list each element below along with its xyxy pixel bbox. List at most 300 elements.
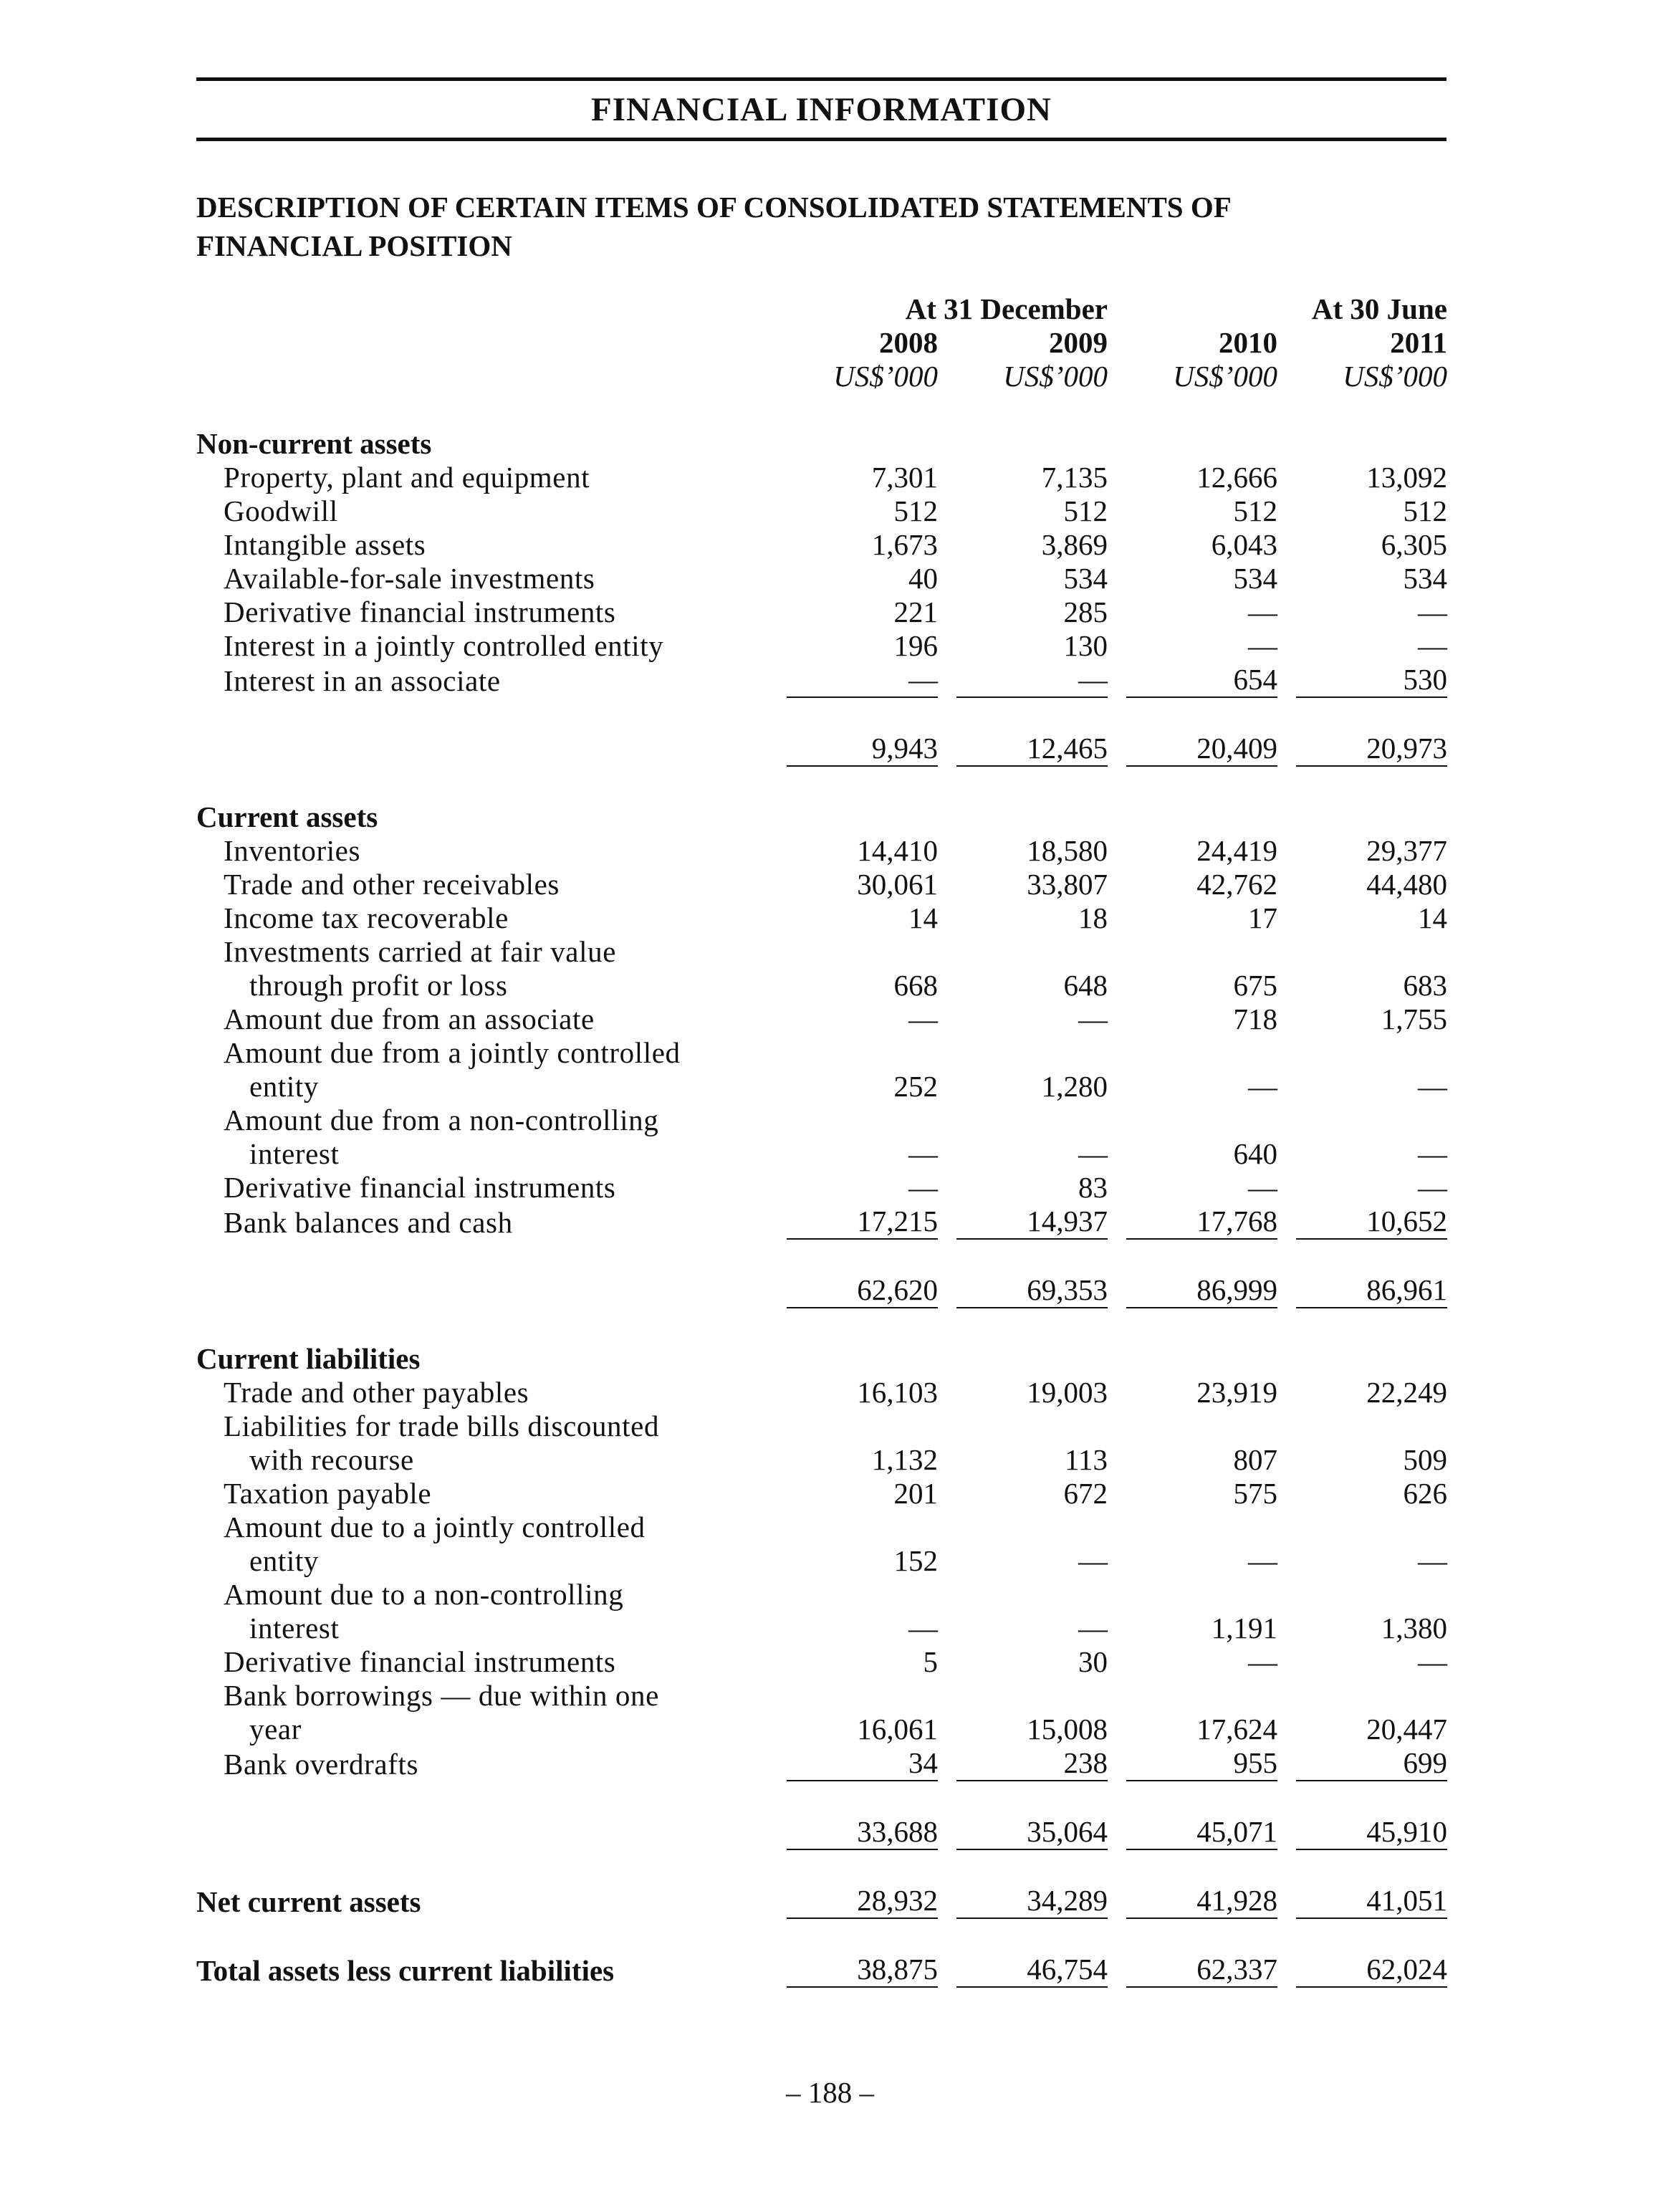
gap-cell — [1277, 1070, 1296, 1103]
table-row — [196, 562, 1447, 595]
row-value: 1,132 — [871, 1443, 938, 1476]
gap-cell — [938, 1815, 956, 1850]
row-value: 626 — [1403, 1477, 1447, 1510]
gap-cell — [1108, 1815, 1126, 1850]
row-value: 6,043 — [1211, 528, 1277, 561]
row-value: 69,353 — [956, 1273, 1108, 1308]
row-value: 152 — [893, 1544, 938, 1577]
spacer-cell — [1126, 698, 1277, 732]
gap-cell — [938, 1884, 956, 1919]
row-value: — — [1418, 1137, 1447, 1170]
table-row-label-continuation — [196, 935, 1447, 969]
spacer-cell — [1108, 1308, 1126, 1342]
table-row — [196, 1205, 1447, 1240]
row-label — [196, 1273, 787, 1308]
row-value: — — [908, 1171, 938, 1204]
spacer-cell — [956, 1240, 1108, 1273]
row-label: Bank overdrafts — [224, 1748, 418, 1781]
spacer-cell — [1108, 1240, 1126, 1273]
table-row — [196, 1171, 1447, 1205]
row-value: — — [956, 663, 1108, 698]
gap-cell — [938, 1746, 956, 1781]
column-group-30-june: At 30 June — [1311, 292, 1447, 325]
row-value: 1,673 — [871, 528, 938, 561]
current-liabilities-heading-row — [196, 1342, 1447, 1376]
row-label: year — [249, 1713, 302, 1746]
row-value: 13,092 — [1366, 461, 1447, 494]
financial-position-table — [196, 292, 1447, 1988]
spacer-row — [196, 698, 1447, 732]
row-value: 14 — [908, 901, 938, 934]
row-label: Liabilities for trade bills discounted — [224, 1409, 660, 1442]
financial-table-body — [196, 292, 1447, 1988]
row-value: 675 — [1233, 969, 1277, 1002]
row-value: 640 — [1233, 1137, 1277, 1170]
spacer-cell — [938, 698, 956, 732]
gap-cell — [938, 1544, 956, 1578]
spacer-row — [196, 1781, 1447, 1815]
row-value: — — [1418, 595, 1447, 628]
spacer-cell — [1108, 698, 1126, 732]
row-label: Amount due from a jointly controlled — [224, 1036, 681, 1069]
row-value: 14,937 — [956, 1205, 1108, 1240]
row-label: with recourse — [249, 1443, 414, 1476]
row-label: Derivative financial instruments — [224, 1171, 616, 1204]
spacer-cell — [787, 393, 938, 427]
row-value: 29,377 — [1366, 834, 1447, 867]
spacer-cell — [1296, 1781, 1447, 1815]
row-value: 20,409 — [1126, 732, 1277, 767]
row-label: entity — [249, 1544, 319, 1577]
spacer-cell — [956, 393, 1108, 427]
row-value: 23,919 — [1196, 1376, 1277, 1409]
gap-cell — [1108, 1645, 1126, 1679]
gap-cell — [938, 901, 956, 935]
column-group-row — [196, 292, 1447, 326]
row-value: 285 — [1063, 595, 1108, 628]
row-value: 15,008 — [1027, 1713, 1108, 1746]
gap-cell — [938, 969, 956, 1002]
gap-cell — [1108, 1002, 1126, 1036]
row-value: 22,249 — [1366, 1376, 1447, 1409]
table-row — [196, 1612, 1447, 1645]
spacer-cell — [938, 1240, 956, 1273]
table-row — [196, 461, 1447, 494]
spacer-cell — [1108, 1781, 1126, 1815]
gap-cell — [1108, 969, 1126, 1002]
row-value: — — [1248, 595, 1277, 628]
gap-cell — [1277, 901, 1296, 935]
row-value: 62,337 — [1126, 1953, 1277, 1988]
section-heading: Non-current assets — [196, 427, 432, 460]
row-label: Income tax recoverable — [224, 901, 509, 934]
row-label: Goodwill — [224, 494, 338, 527]
row-value: 1,380 — [1381, 1612, 1447, 1644]
row-value: 699 — [1296, 1746, 1447, 1781]
row-value: 7,135 — [1041, 461, 1108, 494]
row-value: 45,071 — [1126, 1815, 1277, 1850]
gap-cell — [938, 1953, 956, 1988]
spacer-cell — [1277, 1919, 1296, 1953]
row-value: 196 — [893, 629, 938, 662]
row-value: 238 — [956, 1746, 1108, 1781]
section-title-line1: DESCRIPTION OF CERTAIN ITEMS OF CONSOLIDATED STATEMENTS OF — [196, 191, 1232, 224]
gap-cell — [1277, 1171, 1296, 1205]
spacer-cell — [787, 767, 938, 800]
current-liabilities-total-row — [196, 1815, 1447, 1850]
row-value: — — [908, 1002, 938, 1035]
row-value: 534 — [1403, 562, 1447, 595]
spacer-row — [196, 1240, 1447, 1273]
row-value: 648 — [1063, 969, 1108, 1002]
column-unit: US$’000 — [1343, 360, 1447, 393]
spacer-cell — [1108, 1850, 1126, 1884]
spacer-cell — [1296, 393, 1447, 427]
table-row — [196, 629, 1447, 663]
row-value: 12,465 — [956, 732, 1108, 767]
gap-cell — [1108, 1070, 1126, 1103]
row-value: 955 — [1126, 1746, 1277, 1781]
row-value: 44,480 — [1366, 868, 1447, 901]
row-value: 20,447 — [1366, 1713, 1447, 1746]
gap-cell — [1277, 1713, 1296, 1746]
gap-cell — [1108, 528, 1126, 562]
gap-cell — [1108, 461, 1126, 494]
spacer-cell — [938, 393, 956, 427]
row-value: 86,999 — [1126, 1273, 1277, 1308]
row-value: 530 — [1296, 663, 1447, 698]
gap-cell — [1108, 629, 1126, 663]
spacer-row — [196, 767, 1447, 800]
section-title-line2: FINANCIAL POSITION — [196, 229, 512, 262]
spacer-cell — [787, 1308, 938, 1342]
row-value: 1,280 — [1041, 1070, 1108, 1103]
row-value: 718 — [1233, 1002, 1277, 1035]
row-value: 113 — [1065, 1443, 1108, 1476]
spacer-cell — [196, 767, 787, 800]
header-top-rule — [196, 77, 1446, 81]
spacer-cell — [196, 1308, 787, 1342]
row-value: — — [1078, 1612, 1108, 1644]
row-value: 17,624 — [1196, 1713, 1277, 1746]
table-row — [196, 1070, 1447, 1103]
row-value: 9,943 — [787, 732, 938, 767]
row-value: — — [1078, 1002, 1108, 1035]
spacer-row — [196, 1308, 1447, 1342]
page-header: FINANCIAL INFORMATION — [591, 91, 1052, 128]
gap-cell — [1277, 1002, 1296, 1036]
row-value: 17,215 — [787, 1205, 938, 1240]
row-label — [196, 732, 787, 767]
gap-cell — [1108, 663, 1126, 698]
row-value: — — [1248, 1645, 1277, 1678]
table-row — [196, 1544, 1447, 1578]
gap-cell — [1108, 901, 1126, 935]
gap-cell — [1108, 1544, 1126, 1578]
spacer-row — [196, 1919, 1447, 1953]
spacer-cell — [1126, 1308, 1277, 1342]
table-row-label-continuation — [196, 1679, 1447, 1713]
row-label: Amount due to a non-controlling — [224, 1578, 624, 1611]
spacer-cell — [1296, 698, 1447, 732]
table-row-label-continuation — [196, 1036, 1447, 1070]
table-row — [196, 901, 1447, 935]
spacer-cell — [1296, 1850, 1447, 1884]
row-value: 512 — [893, 494, 938, 527]
row-value: 6,305 — [1381, 528, 1447, 561]
gap-cell — [1277, 1746, 1296, 1781]
spacer-cell — [196, 1240, 787, 1273]
row-value: 18,580 — [1027, 834, 1108, 867]
spacer-cell — [196, 698, 787, 732]
row-value: 38,875 — [787, 1953, 938, 1988]
column-year: 2011 — [1390, 326, 1447, 359]
gap-cell — [1277, 1443, 1296, 1477]
spacer-cell — [787, 1781, 938, 1815]
spacer-cell — [1126, 767, 1277, 800]
row-value: 252 — [893, 1070, 938, 1103]
net-current-assets-row — [196, 1884, 1447, 1919]
gap-cell — [1108, 1884, 1126, 1919]
gap-cell — [1277, 969, 1296, 1002]
row-value: 41,928 — [1126, 1884, 1277, 1919]
spacer-cell — [196, 1850, 787, 1884]
row-value: 14 — [1418, 901, 1447, 934]
spacer-cell — [956, 698, 1108, 732]
spacer-cell — [956, 1308, 1108, 1342]
spacer-cell — [1296, 1240, 1447, 1273]
row-label: Interest in a jointly controlled entity — [224, 629, 664, 662]
row-value: 512 — [1403, 494, 1447, 527]
row-value: 28,932 — [787, 1884, 938, 1919]
table-row — [196, 1443, 1447, 1477]
row-value: 18 — [1078, 901, 1108, 934]
gap-cell — [1277, 1544, 1296, 1578]
current-assets-total-row — [196, 1273, 1447, 1308]
gap-cell — [938, 1612, 956, 1645]
row-value: 20,973 — [1296, 732, 1447, 767]
spacer-cell — [938, 1781, 956, 1815]
row-value: — — [1248, 1544, 1277, 1577]
gap-cell — [1108, 1612, 1126, 1645]
gap-cell — [1108, 1205, 1126, 1240]
row-label: Interest in an associate — [224, 664, 501, 697]
row-value: 221 — [893, 595, 938, 628]
spacer-cell — [1108, 767, 1126, 800]
spacer-cell — [1108, 1919, 1126, 1953]
gap-cell — [938, 1137, 956, 1171]
row-label: Amount due from a non-controlling — [224, 1103, 659, 1136]
total-assets-less-current-liabilities-row — [196, 1953, 1447, 1988]
table-row — [196, 1137, 1447, 1171]
gap-cell — [1108, 868, 1126, 901]
gap-cell — [1108, 562, 1126, 595]
spacer-cell — [1126, 1919, 1277, 1953]
row-label: Bank balances and cash — [224, 1206, 513, 1239]
row-value: 33,807 — [1027, 868, 1108, 901]
row-value: 201 — [893, 1477, 938, 1510]
gap-cell — [938, 1273, 956, 1308]
gap-cell — [1108, 1137, 1126, 1171]
row-value: 62,620 — [787, 1273, 938, 1308]
gap-cell — [1277, 595, 1296, 629]
row-value: 509 — [1403, 1443, 1447, 1476]
gap-cell — [938, 1171, 956, 1205]
gap-cell — [1108, 595, 1126, 629]
gap-cell — [1108, 494, 1126, 528]
gap-cell — [1277, 1612, 1296, 1645]
gap-cell — [938, 461, 956, 494]
gap-cell — [1277, 732, 1296, 767]
current-assets-heading-row — [196, 800, 1447, 834]
gap-cell — [1277, 629, 1296, 663]
spacer-cell — [956, 1781, 1108, 1815]
row-value: 534 — [1233, 562, 1277, 595]
spacer-cell — [196, 1781, 787, 1815]
gap-cell — [938, 528, 956, 562]
row-value: 3,869 — [1041, 528, 1108, 561]
spacer-cell — [1277, 1850, 1296, 1884]
gap-cell — [938, 494, 956, 528]
row-value: 512 — [1063, 494, 1108, 527]
row-value: 5 — [923, 1645, 938, 1678]
row-value: — — [908, 1137, 938, 1170]
spacer-cell — [1277, 698, 1296, 732]
row-value: — — [1248, 1171, 1277, 1204]
gap-cell — [1277, 562, 1296, 595]
column-unit: US$’000 — [833, 360, 938, 393]
spacer-cell — [787, 1850, 938, 1884]
row-value: 17 — [1248, 901, 1277, 934]
table-row — [196, 663, 1447, 698]
gap-cell — [1277, 528, 1296, 562]
spacer-row — [196, 1850, 1447, 1884]
gap-cell — [1277, 1376, 1296, 1409]
spacer-cell — [787, 1919, 938, 1953]
row-value: 24,419 — [1196, 834, 1277, 867]
spacer-cell — [938, 1919, 956, 1953]
row-value: 672 — [1063, 1477, 1108, 1510]
page-number: – 188 – — [786, 2076, 874, 2109]
row-label: Taxation payable — [224, 1477, 432, 1510]
row-label: through profit or loss — [249, 969, 508, 1002]
row-value: — — [1418, 1645, 1447, 1678]
gap-cell — [938, 1376, 956, 1409]
row-value: 654 — [1126, 663, 1277, 698]
gap-cell — [1277, 1205, 1296, 1240]
spacer-row — [196, 393, 1447, 427]
row-label: Trade and other payables — [224, 1376, 529, 1409]
gap-cell — [1108, 1443, 1126, 1477]
row-value: 16,061 — [857, 1713, 938, 1746]
spacer-cell — [1296, 1919, 1447, 1953]
gap-cell — [938, 1645, 956, 1679]
gap-cell — [1108, 1713, 1126, 1746]
gap-cell — [938, 1477, 956, 1510]
spacer-cell — [938, 767, 956, 800]
row-label: Total assets less current liabilities — [196, 1954, 615, 1987]
gap-cell — [1277, 1273, 1296, 1308]
row-value: 534 — [1063, 562, 1108, 595]
row-value: 34 — [787, 1746, 938, 1781]
spacer-cell — [1296, 767, 1447, 800]
row-value: — — [1078, 1544, 1108, 1577]
gap-cell — [1108, 1273, 1126, 1308]
gap-cell — [1108, 1376, 1126, 1409]
spacer-cell — [938, 1308, 956, 1342]
row-value: 512 — [1233, 494, 1277, 527]
gap-cell — [938, 1070, 956, 1103]
section-heading: Current liabilities — [196, 1342, 421, 1375]
gap-cell — [1277, 663, 1296, 698]
row-value: 14,410 — [857, 834, 938, 867]
spacer-cell — [787, 1240, 938, 1273]
row-value: 33,688 — [787, 1815, 938, 1850]
gap-cell — [1108, 1953, 1126, 1988]
row-value: 19,003 — [1027, 1376, 1108, 1409]
row-label: Amount due from an associate — [224, 1002, 595, 1035]
gap-cell — [938, 562, 956, 595]
row-value: — — [787, 663, 938, 698]
column-year: 2009 — [1049, 326, 1108, 359]
row-value: 12,666 — [1196, 461, 1277, 494]
row-label: interest — [249, 1612, 340, 1644]
row-value: — — [1418, 629, 1447, 662]
row-label: entity — [249, 1070, 319, 1103]
row-value: 41,051 — [1296, 1884, 1447, 1919]
spacer-cell — [1126, 1240, 1277, 1273]
column-unit: US$’000 — [1003, 360, 1108, 393]
row-value: 34,289 — [956, 1884, 1108, 1919]
row-value: 130 — [1063, 629, 1108, 662]
spacer-cell — [938, 1850, 956, 1884]
column-unit: US$’000 — [1173, 360, 1277, 393]
table-row-label-continuation — [196, 1103, 1447, 1137]
gap-cell — [1108, 834, 1126, 868]
column-unit-row — [196, 360, 1447, 393]
table-row — [196, 528, 1447, 562]
row-value: 807 — [1233, 1443, 1277, 1476]
table-row — [196, 868, 1447, 901]
row-value: 42,762 — [1196, 868, 1277, 901]
gap-cell — [938, 834, 956, 868]
gap-cell — [1277, 494, 1296, 528]
spacer-cell — [956, 1850, 1108, 1884]
row-value: 575 — [1233, 1477, 1277, 1510]
row-label: Derivative financial instruments — [224, 1645, 616, 1678]
table-row — [196, 595, 1447, 629]
row-label: Property, plant and equipment — [224, 461, 590, 494]
row-value: 30,061 — [857, 868, 938, 901]
row-value: — — [908, 1612, 938, 1644]
spacer-cell — [1126, 1850, 1277, 1884]
gap-cell — [1277, 461, 1296, 494]
table-row — [196, 1746, 1447, 1781]
gap-cell — [938, 732, 956, 767]
spacer-cell — [1277, 393, 1296, 427]
gap-cell — [1277, 1137, 1296, 1171]
gap-cell — [1277, 1645, 1296, 1679]
spacer-cell — [1126, 1781, 1277, 1815]
spacer-cell — [956, 1919, 1108, 1953]
row-label: Intangible assets — [224, 528, 426, 561]
row-label: Amount due to a jointly controlled — [224, 1510, 646, 1543]
row-value: — — [1078, 1137, 1108, 1170]
row-label: Available-for-sale investments — [224, 562, 595, 595]
row-value: 1,755 — [1381, 1002, 1447, 1035]
row-value: 1,191 — [1211, 1612, 1277, 1644]
row-value: 35,064 — [956, 1815, 1108, 1850]
